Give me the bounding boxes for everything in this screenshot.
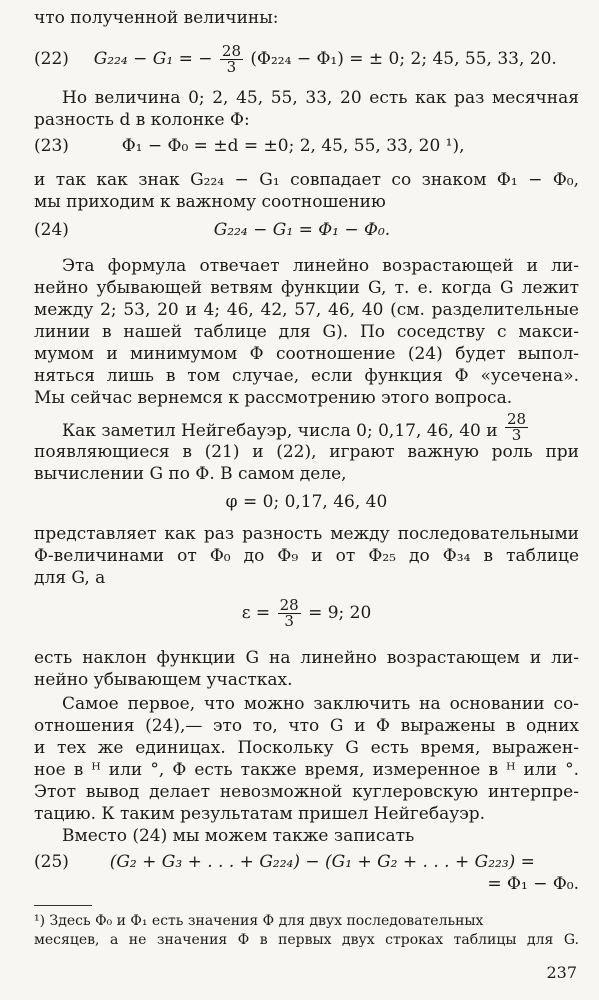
fraction: $\frac{28}{3}$	[279, 596, 299, 630]
equation-23	[34, 136, 465, 157]
text-line: Этот вывод делает невозможной куглеровскую интерпре-	[34, 782, 579, 802]
equation-epsilon: ε = $\frac{28}{3}$ = 9; 20	[241, 596, 372, 630]
text-line: линии в нашей таблице для G). По соседству с макси-	[34, 322, 579, 342]
text-line: Самое первое, что можно заключить на основании со-	[62, 694, 579, 714]
text-line: Как заметил Нейгебауэр, числа 0; 0,17, 46, 40 и $\frac{28}{3}$	[62, 410, 527, 444]
text-line: и так как знак G₂₂₄ − G₁ совпадает со знаком Φ₁ − Φ₀,	[34, 170, 579, 190]
equation-lhs: G₂₂₄ − G₁ = −	[93, 49, 213, 69]
equation-body: Φ₁ − Φ₀ = ±d = ±0; 2, 45, 55, 33, 20 ¹),	[121, 136, 465, 156]
fraction: $\frac{28}{3}$	[221, 42, 241, 76]
page-number: 237	[546, 963, 577, 982]
text-line: появляющиеся в (21) и (22), играют важную роль при	[34, 442, 579, 462]
text-line: представляет как раз разность между последовательными	[34, 524, 579, 544]
equation-number: (25)	[34, 852, 69, 872]
text-line: для G, а	[34, 568, 106, 588]
text-line: тацию. К таким результатам пришел Нейгебауэр.	[34, 804, 486, 824]
text-line: нейно убывающей ветвям функции G, т. е. когда G лежит	[34, 278, 579, 298]
equation-number: (24)	[34, 220, 69, 240]
equation-24	[34, 220, 390, 241]
footnote-rule	[34, 905, 92, 906]
text-line: мумом и минимумом Φ соотношение (24) будет выпол-	[34, 344, 579, 364]
text-line: и тех же единицах. Поскольку G есть время, выражен-	[34, 738, 579, 758]
text-line: между 2; 53, 20 и 4; 46, 42, 57, 46, 40 (см. разделительные	[34, 300, 579, 320]
text-line: вычислении G по Φ. В самом деле,	[34, 464, 347, 484]
text-line: есть наклон функции G на линейно возрастающем и ли-	[34, 648, 579, 668]
equation-line: (G₂ + G₃ + . . . + G₂₂₄) − (G₁ + G₂ + . . . + G₂₂₃) =	[109, 852, 535, 872]
equation-body: G₂₂₄ − G₁ = Φ₁ − Φ₀.	[213, 220, 391, 240]
text-line: Мы сейчас вернемся к рассмотрению этого вопроса.	[34, 388, 513, 408]
footnote-line: ¹) Здесь Φ₀ и Φ₁ есть значения Φ для двух последовательных	[34, 913, 484, 929]
equation-rhs: (Φ₂₂₄ − Φ₁) = ± 0; 2; 45, 55, 33, 20.	[250, 49, 557, 69]
equation-25	[34, 852, 535, 873]
text-line: ное в ᴴ или °, Φ есть также время, измеренное в ᴴ или °.	[34, 760, 579, 780]
text-line: мы приходим к важному соотношению	[34, 192, 386, 212]
equation-phi: φ = 0; 0,17, 46, 40	[225, 492, 388, 512]
text-line: Но величина 0; 2, 45, 55, 33, 20 есть как раз месячная	[62, 88, 579, 108]
equation-line: = Φ₁ − Φ₀.	[487, 874, 579, 894]
text-line: Φ-величинами от Φ₀ до Φ₉ и от Φ₂₅ до Φ₃₄ в таблице	[34, 546, 579, 566]
text-line: Эта формула отвечает линейно возрастающей и ли-	[62, 256, 579, 276]
text-line: что полученной величины:	[34, 8, 279, 28]
text-line: разность d в колонке Φ:	[34, 110, 250, 130]
equation-number: (22)	[34, 49, 69, 69]
text-line: нейно убывающем участках.	[34, 670, 293, 690]
text-line: Вместо (24) мы можем также записать	[62, 826, 415, 846]
text-line: няться лишь в том случае, если функция Φ «усечена».	[34, 366, 579, 386]
equation-number: (23)	[34, 136, 69, 156]
fraction: $\frac{28}{3}$	[506, 410, 527, 444]
equation-22	[34, 44, 557, 75]
text-line: отношения (24),— это то, что G и Φ выражены в одних	[34, 716, 579, 736]
footnote-line: месяцев, а не значения Φ в первых двух строках таблицы для G.	[34, 932, 579, 948]
